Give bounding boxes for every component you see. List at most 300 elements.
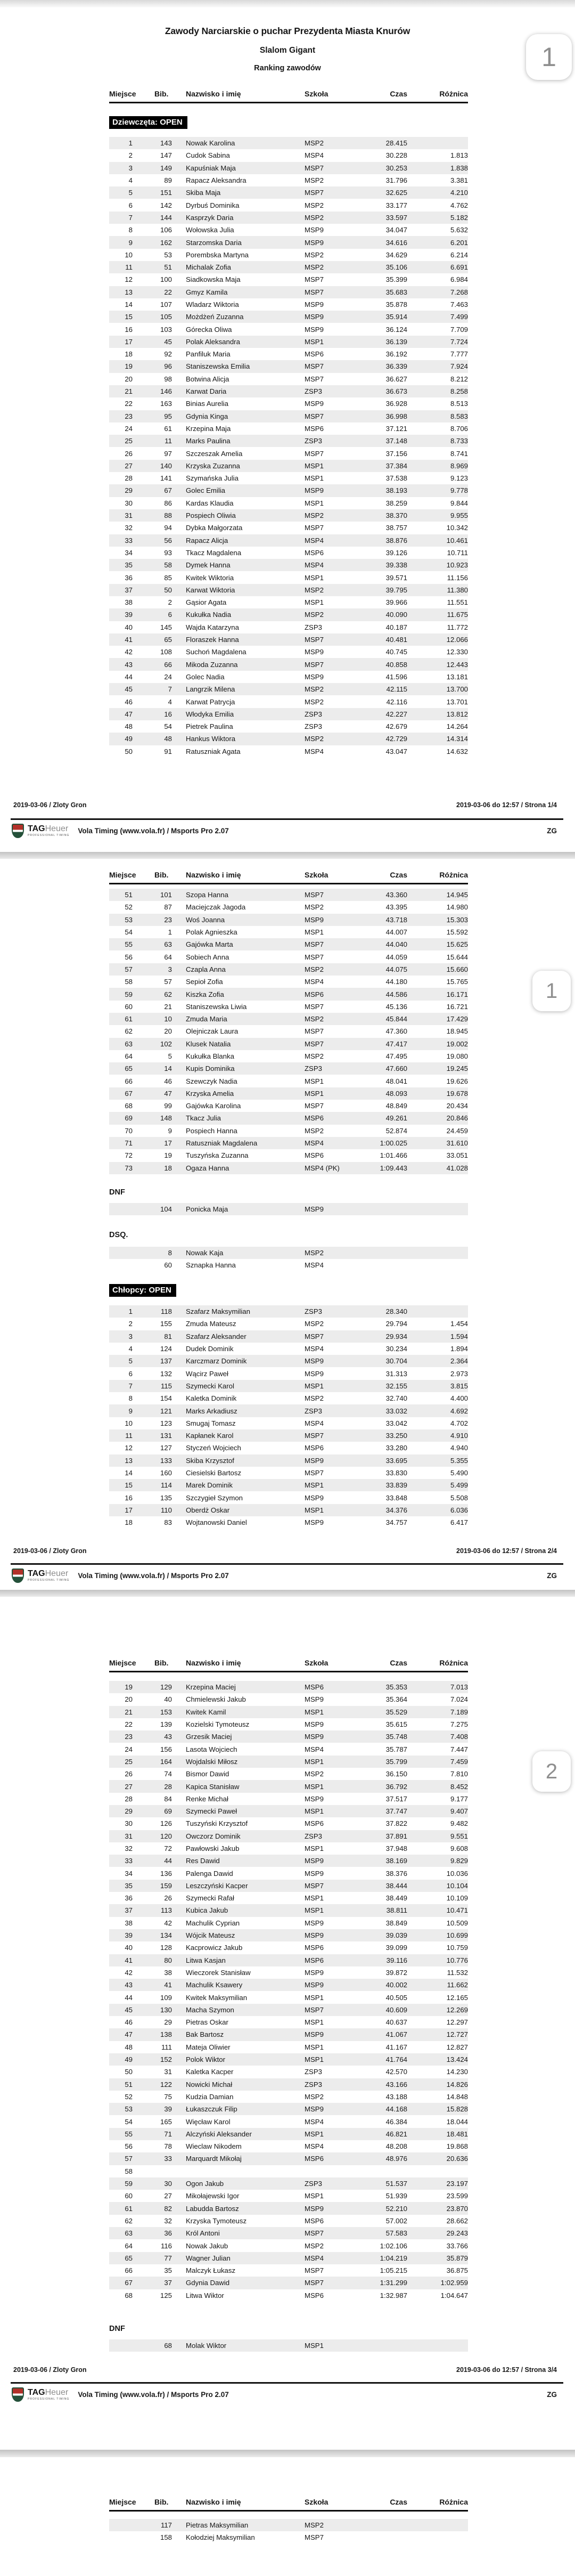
name-cell: Woś Joanna [186,915,225,924]
school-cell: MSP9 [305,2030,324,2039]
time-cell: 35.353 [385,1683,407,1692]
place-cell: 2 [128,151,133,160]
table-row [109,1467,468,1479]
school-cell: MSP2 [305,176,324,185]
table-row [109,733,468,745]
school-cell: MSP1 [305,598,324,607]
page-indicator-badge: 2 [532,1751,571,1792]
time-cell: 33.177 [385,201,407,209]
diff-cell: 19.868 [446,2142,468,2151]
table-row [109,1718,468,1730]
place-cell: 43 [125,660,133,669]
timekeeper-initials: ZG [547,2391,557,2399]
table-row [109,249,468,261]
bib-cell: 125 [160,2291,172,2299]
diff-cell: 8.583 [450,412,468,420]
table-row [109,509,468,522]
time-cell: 39.872 [385,1968,407,1977]
bib-cell: 74 [164,1770,172,1778]
place-cell: 71 [125,1139,133,1148]
school-cell: MSP7 [305,1102,324,1110]
bib-cell: 39 [164,2105,172,2114]
time-cell: 1:09.443 [380,1164,407,1172]
name-cell: Wojtanowski Daniel [186,1518,247,1527]
time-cell: 42.570 [385,2068,407,2076]
name-cell: Sznapka Hanna [186,1261,236,1270]
bib-cell: 160 [160,1469,172,1477]
name-cell: Krzepina Maciej [186,1683,236,1692]
time-cell: 32.625 [385,189,407,197]
place-cell: 57 [125,965,133,973]
table-row [109,1203,468,1215]
diff-cell: 16.171 [446,990,468,998]
school-cell: MSP1 [305,499,324,507]
name-cell: Kaletka Dominik [186,1394,237,1403]
boys-results-table-p3 [109,1681,468,2302]
school-cell: MSP9 [305,1919,324,1927]
place-cell: 2 [128,1320,133,1328]
diff-cell: 4.910 [450,1432,468,1440]
time-cell: 33.032 [385,1407,407,1415]
diff-cell: 31.610 [446,1139,468,1148]
school-cell: MSP9 [305,648,324,656]
school-cell: MSP9 [305,915,324,924]
name-cell: Sobiech Anna [186,953,229,961]
school-cell: ZSP3 [305,1832,322,1840]
school-cell: MSP1 [305,573,324,582]
place-cell: 34 [125,548,133,557]
footer-event-info: 2019-03-06 / Zloty Gron [13,801,87,809]
place-cell: 53 [125,915,133,924]
bib-cell: 121 [160,1407,172,1415]
table-row [109,1743,468,1755]
bib-cell: 165 [160,2117,172,2126]
place-cell: 5 [128,1357,133,1366]
table-row [109,1318,468,1330]
bib-cell: 84 [164,1794,172,1803]
name-cell: Kwitek Wiktoria [186,573,234,582]
table-row [109,2004,468,2016]
place-cell: 63 [125,2229,133,2238]
school-cell: MSP7 [305,2266,324,2275]
diff-cell: 10.699 [446,1931,468,1940]
place-cell: 58 [125,978,133,986]
col-header-roznica: Różnica [439,1659,468,1667]
place-cell: 15 [125,313,133,321]
bib-cell: 36 [164,2229,172,2238]
school-cell: MSP1 [305,1506,324,1514]
name-cell: Porembska Martyna [186,250,249,259]
diff-cell: 6.417 [450,1518,468,1527]
boys-results-table-p2 [109,1305,468,1529]
name-cell: Hankus Wiktora [186,735,236,743]
place-cell: 29 [125,486,133,495]
table-row [109,1330,468,1343]
time-cell: 33.695 [385,1456,407,1465]
school-cell: MSP7 [305,1002,324,1011]
table-row [109,2091,468,2103]
name-cell: Kardas Klaudia [186,499,234,507]
name-cell: Dybka Małgorzata [186,524,243,532]
school-cell: MSP1 [305,1382,324,1390]
logo-tag: TAG [28,2388,45,2397]
page-footer [13,1547,557,1555]
table-row [109,534,468,547]
name-cell: Staniszewska Emilia [186,362,250,371]
bib-cell: 26 [164,1894,172,1903]
name-cell: Kaletka Kacper [186,2068,234,2076]
bib-cell: 145 [160,623,172,631]
name-cell: Krzepina Maja [186,424,231,433]
bib-cell: 18 [164,1164,172,1172]
table-row [109,360,468,372]
table-row [109,1137,468,1149]
table-row [109,1050,468,1062]
table-row [109,273,468,286]
bib-cell: 35 [164,2266,172,2275]
place-cell: 57 [125,2155,133,2163]
time-cell: 38.876 [385,536,407,545]
table-row [109,963,468,976]
bib-cell: 88 [164,511,172,520]
bib-cell: 1 [168,928,172,937]
place-cell: 32 [125,524,133,532]
time-cell: 42.116 [386,697,407,706]
tag-heuer-logo [28,2388,69,2401]
school-cell: MSP2 [305,697,324,706]
time-cell: 38.757 [385,524,407,532]
table-row [109,1062,468,1075]
school-cell: MSP4 [305,561,324,570]
school-cell: MSP4 [305,1139,324,1148]
page-footer [13,2366,557,2374]
time-cell: 35.683 [385,288,407,296]
time-cell: 36.928 [385,400,407,408]
timing-software-label: Vola Timing (www.vola.fr) / Msports Pro 2.07 [78,2391,229,2399]
time-cell: 40.090 [385,611,407,619]
name-cell: Kapuśniak Maja [186,164,236,172]
name-cell: Gmyz Kamila [186,288,228,296]
time-cell: 30.234 [385,1345,407,1353]
diff-cell: 14.945 [446,891,468,899]
time-cell: 30.228 [385,151,407,160]
school-cell: MSP1 [305,337,324,346]
school-cell: MSP1 [305,1906,324,1915]
school-cell: MSP7 [305,660,324,669]
name-cell: Kukułka Nadia [186,611,232,619]
school-cell: ZSP3 [305,623,322,631]
table-row [109,1842,468,1855]
bib-cell: 61 [164,424,172,433]
name-cell: Możdżeń Zuzanna [186,313,244,321]
bib-cell: 53 [164,250,172,259]
bib-cell: 89 [164,176,172,185]
diff-cell: 7.709 [450,325,468,334]
diff-cell: 15.303 [446,915,468,924]
bib-cell: 68 [164,2342,172,2350]
school-cell: MSP7 [305,1027,324,1036]
table-row [109,571,468,583]
time-cell: 47.495 [385,1052,407,1060]
school-cell: MSP7 [305,362,324,371]
table-row [109,447,468,459]
place-cell: 13 [125,288,133,296]
bib-cell: 128 [160,1944,172,1952]
table-row [109,484,468,497]
place-cell: 12 [125,275,133,284]
time-cell: 40.002 [385,1981,407,1989]
logo-subtitle: PROFESSIONAL TIMING [28,1579,70,1582]
table-row [109,1768,468,1780]
bib-cell: 24 [164,672,172,681]
bib-cell: 2 [168,598,172,607]
bib-cell: 110 [160,1506,172,1514]
time-cell: 37.747 [385,1807,407,1816]
school-cell: MSP1 [305,2192,324,2200]
name-cell: Bismor Dawid [186,1770,229,1778]
table-row [109,2277,468,2289]
bib-cell: 64 [164,953,172,961]
table-row [109,1979,468,1991]
table-row [109,2078,468,2091]
place-cell: 10 [125,1419,133,1427]
place-cell: 34 [125,1869,133,1878]
bib-cell: 95 [164,412,172,420]
time-cell: 40.637 [385,2018,407,2027]
name-cell: Langrzik Milena [186,685,235,694]
time-cell: 35.878 [385,300,407,308]
school-cell: MSP9 [305,1857,324,1865]
school-cell: ZSP3 [305,2080,322,2089]
bib-cell: 3 [168,965,172,973]
diff-cell: 16.721 [446,1002,468,1011]
school-cell: MSP2 [305,1320,324,1328]
school-cell: ZSP3 [305,1407,322,1415]
time-cell: 43.360 [385,891,407,899]
page-separator [0,852,575,859]
school-cell: MSP2 [305,685,324,694]
name-cell: Marks Paulina [186,437,231,445]
school-cell: ZSP3 [305,1307,322,1316]
bib-cell: 116 [160,2241,172,2250]
name-cell: Litwa Wiktor [186,2291,224,2299]
table-row [109,2041,468,2053]
bib-cell: 148 [160,1114,172,1123]
time-cell: 39.099 [385,1944,407,1952]
school-cell: MSP2 [305,1394,324,1403]
table-row [109,1013,468,1025]
place-cell: 21 [125,387,133,396]
name-cell: Lasota Wojciech [186,1745,237,1753]
name-cell: Pawłowski Jakub [186,1844,240,1852]
diff-cell: 7.724 [450,337,468,346]
name-cell: Szafarz Maksymilian [186,1307,250,1316]
time-cell: 35.799 [385,1757,407,1766]
name-cell: Kudzia Damian [186,2092,234,2101]
boys-dnf-label: DNF [109,2325,125,2333]
diff-cell: 20.846 [446,1114,468,1123]
event-discipline: Slalom Gigant [259,46,316,55]
bib-cell: 133 [160,1456,172,1465]
school-cell: MSP6 [305,1956,324,1964]
diff-cell: 5.490 [450,1469,468,1477]
place-cell: 66 [125,2266,133,2275]
place-cell: 58 [125,2167,133,2175]
place-cell: 51 [125,2080,133,2089]
girls-dsq-table [109,1247,468,1272]
table-row [109,1305,468,1318]
name-cell: Karwat Patrycja [186,697,235,706]
name-cell: Chmielewski Jakub [186,1695,246,1704]
place-cell: 69 [125,1114,133,1123]
name-cell: Szymańska Julia [186,474,239,483]
name-cell: Suchoń Magdalena [186,648,247,656]
place-cell: 6 [128,201,133,209]
diff-cell: 5.632 [450,226,468,234]
diff-cell: 33.051 [446,1151,468,1160]
page-indicator-badge: 1 [526,34,572,80]
col-header-czas: Czas [390,1659,407,1667]
bib-cell: 147 [160,151,172,160]
bib-cell: 103 [160,325,172,334]
bib-cell: 63 [164,940,172,949]
table-row [109,1367,468,1379]
diff-cell: 4.400 [450,1394,468,1403]
school-cell: MSP9 [305,1968,324,1977]
table-row [109,2028,468,2041]
time-cell: 43.395 [385,903,407,912]
diff-cell: 10.923 [446,561,468,570]
diff-cell: 10.109 [446,1894,468,1903]
time-cell: 1:00.025 [380,1139,407,1148]
table-row [109,1706,468,1718]
time-cell: 33.597 [385,213,407,222]
school-cell: MSP1 [305,1757,324,1766]
name-cell: Marek Dominik [186,1481,233,1490]
place-cell: 21 [125,1708,133,1716]
name-cell: Wołowska Julia [186,226,234,234]
diff-cell: 12.443 [446,660,468,669]
bib-cell: 86 [164,499,172,507]
name-cell: Szymecki Paweł [186,1807,237,1816]
school-cell: MSP1 [305,1782,324,1791]
name-cell: Gajówka Karolina [186,1102,241,1110]
diff-cell: 4.210 [450,189,468,197]
bib-cell: 127 [160,1444,172,1452]
name-cell: Skiba Maja [186,189,221,197]
table-row [109,522,468,534]
time-cell: 39.571 [385,573,407,582]
school-cell: MSP9 [305,1493,324,1502]
place-cell: 16 [125,1493,133,1502]
bib-cell: 158 [160,2533,172,2542]
school-cell: MSP4 [305,978,324,986]
table-row [109,460,468,472]
diff-cell: 11.156 [447,573,468,582]
name-cell: Macha Szymon [186,2005,234,2014]
bib-cell: 155 [160,1320,172,1328]
place-cell: 19 [125,362,133,371]
school-cell: MSP6 [305,1151,324,1160]
diff-cell: 4.702 [450,1419,468,1427]
table-row [109,199,468,211]
place-cell: 11 [125,263,133,272]
place-cell: 27 [125,1782,133,1791]
school-cell: MSP2 [305,1249,324,1257]
name-cell: Kupis Dominika [186,1064,235,1073]
school-cell: MSP7 [305,275,324,284]
bib-cell: 92 [164,350,172,359]
table-row [109,1730,468,1743]
table-row [109,1867,468,1879]
name-cell: Szymecki Rafał [186,1894,234,1903]
diff-cell: 9.177 [450,1794,468,1803]
school-cell: MSP4 [305,151,324,160]
girls-results-table-p2 [109,889,468,1174]
school-cell: MSP9 [305,1794,324,1803]
table-row [109,720,468,733]
time-cell: 40.187 [385,623,407,631]
time-cell: 42.227 [385,710,407,718]
place-cell: 31 [125,1832,133,1840]
page-footer [13,801,557,809]
timing-software-label: Vola Timing (www.vola.fr) / Msports Pro 2.07 [78,827,229,835]
time-cell: 28.415 [385,139,407,148]
place-cell: 51 [125,891,133,899]
logo-subtitle: PROFESSIONAL TIMING [28,834,70,837]
logo-heuer: Heuer [45,1569,69,1578]
place-cell: 31 [125,511,133,520]
school-cell: MSP9 [305,1695,324,1704]
time-cell: 39.116 [386,1956,407,1964]
place-cell: 7 [128,1382,133,1390]
table-row [109,1149,468,1161]
bib-cell: 51 [164,263,172,272]
school-cell: MSP9 [305,2204,324,2213]
name-cell: Nowak Jakub [186,2241,228,2250]
place-cell: 50 [125,2068,133,2076]
diff-cell: 6.201 [450,238,468,247]
place-cell: 14 [125,300,133,308]
time-cell: 1:32.987 [380,2291,407,2299]
name-cell: Karczmarz Dominik [186,1357,247,1366]
time-cell: 36.627 [385,375,407,383]
logo-heuer: Heuer [45,2388,69,2397]
diff-cell: 7.189 [450,1708,468,1716]
logo-tag: TAG [28,824,45,833]
place-cell: 37 [125,586,133,594]
name-cell: Rapacz Aleksandra [186,176,247,185]
time-cell: 29.794 [385,1320,407,1328]
school-cell: MSP4 [305,747,324,755]
bib-cell: 60 [164,1261,172,1270]
table-row [109,695,468,708]
bib-cell: 156 [160,1745,172,1753]
time-cell: 35.615 [385,1720,407,1729]
table-row [109,1259,468,1271]
diff-cell: 14.264 [446,722,468,731]
bib-cell: 163 [160,400,172,408]
time-cell: 1:05.215 [380,2266,407,2275]
school-cell: MSP2 [305,2092,324,2101]
place-cell: 16 [125,325,133,334]
bib-cell: 40 [164,1695,172,1704]
diff-cell: 7.013 [450,1683,468,1692]
time-cell: 38.370 [385,511,407,520]
name-cell: Molak Wiktor [186,2342,227,2350]
school-cell: MSP7 [305,2229,324,2238]
bib-cell: 77 [164,2254,172,2262]
